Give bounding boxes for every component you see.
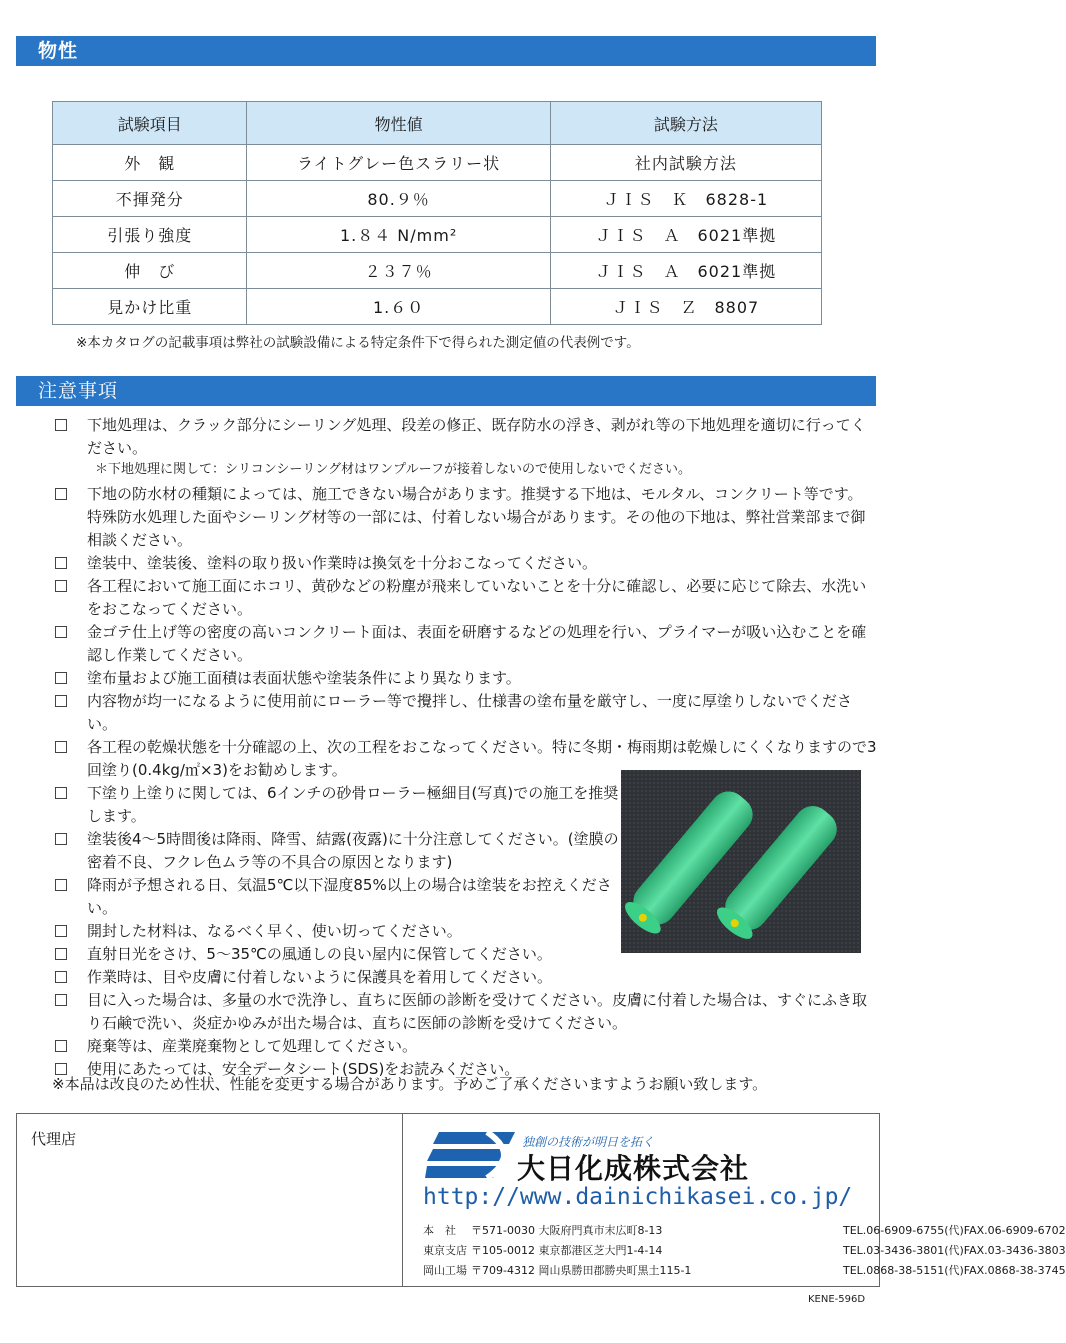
column-header: 物性値 [247, 102, 550, 145]
table-cell: 外 観 [53, 145, 247, 181]
checkbox-icon [55, 879, 67, 891]
table-cell: ライトグレー色スラリー状 [247, 145, 550, 181]
caution-item: 金ゴテ仕上げ等の密度の高いコンクリート面は、表面を研磨するなどの処理を行い、プライマーが吸い込むことを確認し作業してください。 [55, 621, 877, 667]
table-cell: ＪＩＳ Ｚ 8807 [550, 289, 821, 325]
table-cell: ＪＩＳ Ａ 6021準拠 [550, 253, 821, 289]
footer-box [16, 1113, 1066, 1287]
checkbox-icon [55, 1040, 67, 1052]
document-code: KENE-596D [808, 1294, 866, 1305]
company-logo-icon [425, 1132, 515, 1182]
table-cell: ＪＩＳ Ｋ 6828-1 [550, 181, 821, 217]
table-cell: 1.８４ N/mm² [247, 217, 550, 253]
measurement-note: ※本カタログの記載事項は弊社の試験設備による特定条件下で得られた測定値の代表例です。 [76, 335, 640, 351]
roller-photo [621, 770, 861, 953]
company-slogan: 独創の技術が明日を拓く [522, 1135, 655, 1149]
company-url[interactable]: http://www.dainichikasei.co.jp/ [423, 1184, 853, 1210]
checkbox-icon [55, 787, 67, 799]
caution-item: 使用にあたっては、安全データシート(SDS)をお読みください。 [55, 1058, 877, 1081]
table-cell: 社内試験方法 [550, 145, 821, 181]
caution-item: 直射日光をさけ、5～35℃の風通しの良い屋内に保管してください。 [55, 943, 877, 966]
final-note: ※本品は改良のため性状、性能を変更する場合があります。予めご了承くださいますようお願い致します。 [52, 1075, 768, 1093]
checkbox-icon [55, 626, 67, 638]
properties-table [52, 101, 822, 325]
caution-item: 内容物が均一になるように使用前にローラー等で攪拌し、仕様書の塗布量を厳守し、一度に厚塗りしないでください。 [55, 690, 877, 736]
checkbox-icon [55, 557, 67, 569]
checkbox-icon [55, 833, 67, 845]
caution-item: 下地の防水材の種類によっては、施工できない場合があります。推奨する下地は、モルタル、コンクリート等です。特殊防水処理した面やシーリング材等の一部には、付着しない場合があります。その他の下地は、弊社営業部まで御相談ください。 [55, 483, 877, 552]
table-cell: ＪＩＳ Ａ 6021準拠 [550, 217, 821, 253]
checkbox-icon [55, 925, 67, 937]
table-row [53, 289, 822, 325]
column-header: 試験方法 [550, 102, 821, 145]
caution-item: 作業時は、目や皮膚に付着しないように保護具を着用してください。 [55, 966, 877, 989]
checkbox-icon [55, 994, 67, 1006]
caution-subnote: ＊下地処理に関して：シリコンシーリング材はワンプルーフが接着しないので使用しないでください。 [95, 462, 691, 477]
table-row [53, 181, 822, 217]
table-row [53, 253, 822, 289]
checkbox-icon [55, 741, 67, 753]
agent-label: 代理店 [31, 1130, 77, 1148]
checkbox-icon [55, 695, 67, 707]
table-cell: 見かけ比重 [53, 289, 247, 325]
table-cell: 伸 び [53, 253, 247, 289]
roller-image [621, 770, 861, 953]
caution-item: 塗装後4～5時間後は降雨、降雪、結露(夜露)に十分注意してください。(塗膜の密着不良、フクレ色ムラ等の不具合の原因となります) [55, 828, 877, 874]
footer-divider [402, 1114, 403, 1286]
caution-item: 各工程の乾燥状態を十分確認の上、次の工程をおこなってください。特に冬期・梅雨期は乾燥しにくくなりますので3回塗り(0.4kg/㎡×3)をお勧めします。 [55, 736, 877, 782]
caution-item: 塗布量および施工面積は表面状態や塗装条件により異なります。 [55, 667, 877, 690]
table-cell: ２３７％ [247, 253, 550, 289]
table-cell: 1.６０ [247, 289, 550, 325]
office-row: 本 社 〒571-0030 大阪府門真市末広町8-13 TEL.06-6909-6755(代)FAX.06-6909-6702 [423, 1224, 1066, 1237]
caution-list [55, 414, 877, 1081]
checkbox-icon [55, 672, 67, 684]
table-row [53, 145, 822, 181]
table-row [53, 217, 822, 253]
caution-item: 塗装中、塗装後、塗料の取り扱い作業時は換気を十分おこなってください。 [55, 552, 877, 575]
checkbox-icon [55, 948, 67, 960]
checkbox-icon [55, 419, 67, 431]
checkbox-icon [55, 971, 67, 983]
caution-item: 廃棄等は、産業廃棄物として処理してください。 [55, 1035, 877, 1058]
caution-section-header: 注意事項 [16, 376, 876, 406]
caution-item: 各工程において施工面にホコリ、黄砂などの粉塵が飛来していないことを十分に確認し、必要に応じて除去、水洗いをおこなってください。 [55, 575, 877, 621]
table-cell: 不揮発分 [53, 181, 247, 217]
caution-item: 降雨が予想される日、気温5℃以下湿度85%以上の場合は塗装をお控えください。 [55, 874, 877, 920]
physical-section-header: 物性 [16, 36, 876, 66]
table-cell: 80.９％ [247, 181, 550, 217]
column-header: 試験項目 [53, 102, 247, 145]
office-row: 東京支店 〒105-0012 東京都港区芝大門1-4-14 TEL.03-3436-3801(代)FAX.03-3436-3803 [423, 1244, 1066, 1257]
checkbox-icon [55, 580, 67, 592]
caution-item: 目に入った場合は、多量の水で洗浄し、直ちに医師の診断を受けてください。皮膚に付着した場合は、すぐにふき取り石鹸で洗い、炎症かゆみが出た場合は、直ちに医師の診断を受けてください。 [55, 989, 877, 1035]
caution-item: 開封した材料は、なるべく早く、使い切ってください。 [55, 920, 877, 943]
caution-item: 下塗り上塗りに関しては、6インチの砂骨ローラー極細目(写真)での施工を推奨します。 [55, 782, 877, 828]
table-cell: 引張り強度 [53, 217, 247, 253]
office-row: 岡山工場 〒709-4312 岡山県勝田郡勝央町黒土115-1 TEL.0868-38-5151(代)FAX.0868-38-3745 [423, 1264, 1066, 1277]
checkbox-icon [55, 488, 67, 500]
caution-item: 下地処理は、クラック部分にシーリング処理、段差の修正、既存防水の浮き、剥がれ等の下地処理を適切に行ってください。 [55, 414, 877, 460]
company-name: 大日化成株式会社 [517, 1152, 750, 1185]
